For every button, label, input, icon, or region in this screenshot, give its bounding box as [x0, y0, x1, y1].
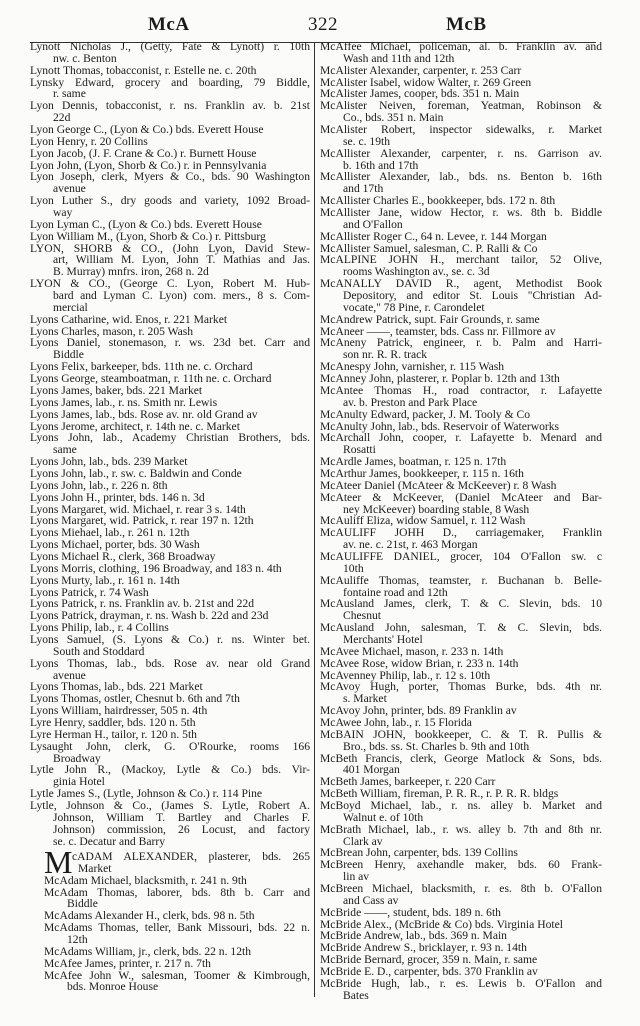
- entry-line: McANALLY DAVID R., agent, Methodist Book: [320, 277, 602, 291]
- entry-line: Lyons Patrick, r. ns. Franklin av. b. 21st and 22d: [30, 597, 255, 611]
- directory-entry: [320, 100, 602, 124]
- entry-line: McAnulty John, lab., bds. Reservoir of Waterworks: [320, 419, 560, 433]
- entry-line: McArchall John, cooper, r. Lafayette b. Menard and: [320, 431, 602, 445]
- entry-line: McAnulty Edward, packer, J. M. Tooly & Co: [320, 407, 531, 421]
- entry-line: McAlister Isabel, widow Walter, r. 269 Green: [320, 75, 532, 89]
- entry-line: McAndrew Patrick, supt. Fair Grounds, r. same: [320, 312, 540, 326]
- entry-line: McAneny Patrick, engineer, r. b. Palm and Harri-: [320, 336, 602, 350]
- entry-line: McAllister Alexander, carpenter, r. ns. Garrison av.: [320, 146, 602, 160]
- directory-entry: [320, 753, 602, 777]
- directory-entry: [320, 337, 602, 361]
- directory-entry: [30, 634, 310, 658]
- directory-entry: [30, 148, 310, 160]
- directory-entry: [320, 278, 602, 314]
- entry-continuation-line: av. ne. c. 21st, r. 463 Morgan: [343, 538, 478, 552]
- entry-line: McAULIFFE DANIEL, grocer, 104 O'Fallon sw. c: [320, 549, 602, 563]
- entry-line: Lyons Thomas, lab., bds. 221 Market: [30, 680, 203, 694]
- directory-entry: [30, 432, 310, 456]
- directory-entry: [30, 314, 310, 326]
- directory-entry: [320, 658, 602, 670]
- directory-entry: [44, 946, 310, 958]
- entry-line: McAvee Rose, widow Brian, r. 233 n. 14th: [320, 656, 519, 670]
- entry-line: Lyons John, lab., bds. 239 Market: [30, 455, 188, 469]
- entry-line: Lyons Murty, lab., r. 161 n. 14th: [30, 573, 180, 587]
- entry-line: Lyons Samuel, (S. Lyons & Co.) r. ns. Winter bet.: [30, 632, 310, 646]
- entry-continuation-line: vocate," 78 Pine, r. Carondelet: [343, 300, 485, 314]
- directory-entry: [30, 729, 310, 741]
- entry-line: Lyons Philip, lab., r. 4 Collins: [30, 621, 169, 635]
- entry-line: McAusland James, clerk, T. & C. Slevin, bds. 10: [320, 597, 602, 611]
- entry-line: Lyons William, hairdresser, 505 n. 4th: [30, 704, 208, 718]
- entry-line: McAuliffe Thomas, teamster, r. Buchanan b. Belle-: [320, 573, 602, 587]
- right-column: [320, 41, 602, 1002]
- directory-entry: [320, 432, 602, 456]
- entry-continuation-line: same: [53, 443, 77, 457]
- entry-line: McAULIFF JOHH D., carriagemaker, Franklin: [320, 526, 602, 540]
- mc-entries: [44, 875, 310, 994]
- entry-line: McBreen Henry, axehandle maker, bds. 60 Frank-: [320, 858, 602, 872]
- entry-continuation-line: and O'Fallon: [343, 217, 403, 231]
- entry-line: McBeth James, barkeeper, r. 220 Carr: [320, 775, 496, 789]
- entry-line: McBeth Francis, clerk, George Matlock & Sons, bds.: [320, 751, 602, 765]
- entry-line: Lyons John, lab., r. 226 n. 8th: [30, 478, 168, 492]
- entry-continuation-line: Biddle: [67, 897, 98, 911]
- entry-continuation-line: fontaine road and 12th: [343, 585, 448, 599]
- entry-continuation-line: Clark av: [343, 834, 383, 848]
- entry-line: McAdam Michael, blacksmith, r. 241 n. 9th: [44, 873, 247, 887]
- directory-entry: [30, 171, 310, 195]
- entry-line: Lyons James, lab., r. ns. Smith nr. Lewis: [30, 395, 218, 409]
- entry-continuation-line: Merchants' Hotel: [343, 632, 423, 646]
- entry-continuation-line: art, William M. Lyon, John T. Mathias and Jas.: [53, 253, 310, 267]
- directory-entry: [320, 622, 602, 646]
- entry-line: Lyons James, lab., bds. Rose av. nr. old Grand av: [30, 407, 258, 421]
- entry-line: Lyon William M., (Lyon, Shorb & Co.) r. Pittsburg: [30, 229, 266, 243]
- entry-continuation-line: bard and Lyman C. Lyon) com. mers., 8 s. Com-: [53, 289, 310, 303]
- entry-continuation-line: bds. Monroe House: [67, 980, 159, 994]
- directory-entry: [320, 492, 602, 516]
- entry-continuation-line: mercial: [53, 300, 88, 314]
- directory-entry: [320, 575, 602, 599]
- directory-entry: [30, 492, 310, 504]
- directory-entry: [320, 207, 602, 231]
- column-divider: [314, 42, 315, 997]
- entry-continuation-line: s. Market: [343, 692, 387, 706]
- entry-line: Lyon Joseph, clerk, Myers & Co., bds. 90 Washington: [30, 170, 310, 184]
- entry-line: McAlister Alexander, carpenter, r. 253 Carr: [320, 63, 522, 77]
- entry-line: Lyons Michael, porter, bds. 30 Wash: [30, 538, 200, 552]
- directory-entry: [320, 314, 602, 326]
- entry-line: Lyons Thomas, lab., bds. Rose av. near old Grand: [30, 656, 310, 670]
- entry-line: cADAM ALEXANDER, plasterer, bds. 265: [72, 850, 310, 863]
- entry-continuation-line: Biddle: [53, 348, 84, 362]
- entry-line: Lyons Patrick, drayman, r. ns. Wash b. 22d and 23d: [30, 609, 269, 623]
- entry-continuation-line: 22d: [53, 111, 71, 125]
- directory-entry: [30, 397, 310, 409]
- entry-continuation-line: Market: [78, 861, 112, 875]
- directory-entry: [320, 41, 602, 65]
- entry-line: Lyons Jerome, architect, r. 14th ne. c. Market: [30, 419, 240, 433]
- directory-entry: [30, 41, 310, 65]
- directory-entry: [320, 598, 602, 622]
- entry-continuation-line: se. c. Decatur and Barry: [53, 834, 166, 848]
- directory-entry: [320, 729, 602, 753]
- directory-entry: [44, 875, 310, 887]
- directory-entry: [44, 958, 310, 970]
- entry-continuation-line: avenue: [53, 668, 86, 682]
- entry-line: LYON & CO., (George C. Lyon, Robert M. Hub-: [30, 277, 310, 291]
- entry-continuation-line: Johnson) commission, 26 Locust, and factory: [53, 822, 310, 836]
- entry-line: McAffee Michael, policeman, al. b. Franklin av. and: [320, 40, 602, 53]
- entry-line: McAllister Charles E., bookkeeper, bds. 172 n. 8th: [320, 194, 556, 208]
- entry-continuation-line: ney McKeever) boarding stable, 8 Wash: [343, 502, 530, 516]
- entry-line: Lyon Dennis, tobacconist, r. ns. Franklin av. b. 21st: [30, 99, 310, 113]
- entry-line: McAvoy John, printer, bds. 89 Franklin av: [320, 704, 517, 718]
- entry-line: Lytle James S., (Lytle, Johnson & Co.) r. 114 Pine: [30, 787, 263, 801]
- drop-cap: M: [44, 844, 73, 880]
- directory-entry: [30, 136, 310, 148]
- entry-continuation-line: Bates: [343, 988, 369, 1002]
- entry-line: McAteer & McKeever, (Daniel McAteer and Bar-: [320, 490, 602, 504]
- entry-line: Lyons Margaret, wid. Michael, r. rear 3 s. 14th: [30, 502, 246, 516]
- directory-entry: [44, 970, 310, 994]
- directory-entry: [30, 385, 310, 397]
- entry-continuation-line: and Cass av: [343, 893, 399, 907]
- directory-entry: [30, 409, 310, 421]
- directory-entry: [30, 337, 310, 361]
- directory-entry: [44, 922, 310, 946]
- entry-line: McBride ——, student, bds. 189 n. 6th: [320, 905, 501, 919]
- entry-line: McAlister Neiven, foreman, Yeatman, Robinson &: [320, 99, 602, 113]
- entry-line: Lyons George, steamboatman, r. 11th ne. c. Orchard: [30, 372, 272, 386]
- directory-entry: [320, 124, 602, 148]
- entry-line: Lyons Thomas, ostler, Chesnut b. 6th and 7th: [30, 692, 240, 706]
- entry-line: Lyons Catharine, wid. Enos, r. 221 Market: [30, 312, 228, 326]
- entry-continuation-line: 401 Morgan: [343, 763, 400, 777]
- entry-line: McAfee James, printer, r. 217 n. 7th: [44, 956, 211, 970]
- entry-line: Lysaught John, clerk, G. O'Rourke, rooms 166: [30, 739, 310, 753]
- entry-continuation-line: b. 16th and 17th: [343, 158, 419, 172]
- entry-line: Lyons James, baker, bds. 221 Market: [30, 383, 203, 397]
- entry-line: McBoyd Michael, lab., r. ns. alley b. Market and: [320, 799, 602, 812]
- entry-line: Lyon George C., (Lyon & Co.) bds. Everett House: [30, 123, 264, 137]
- directory-entry: [44, 887, 310, 911]
- entry-line: McBride Bernard, grocer, 359 n. Main, r. same: [320, 953, 538, 967]
- entry-continuation-line: 10th: [343, 561, 364, 575]
- entry-line: McAteer Daniel (McAteer & McKeever) r. 8 Wash: [320, 478, 557, 492]
- entry-line: McAnney John, plasterer, r. Poplar b. 12th and 13th: [320, 372, 560, 386]
- directory-entry: [320, 681, 602, 705]
- entry-line: Lyre Herman H., tailor, r. 120 n. 5th: [30, 727, 197, 741]
- entry-continuation-line: B. Murray) mnfrs. iron, 268 n. 2d: [53, 265, 209, 279]
- entry-line: McAdam Thomas, laborer, bds. 8th b. Carr and: [44, 885, 310, 899]
- entry-line: McAllister Jane, widow Hector, r. ws. 8th b. Biddle: [320, 206, 602, 220]
- entry-continuation-line: and 17th: [343, 182, 384, 196]
- entry-line: LYON, SHORB & CO., (John Lyon, David Stew-: [30, 241, 310, 255]
- entry-line: McAvee Michael, mason, r. 233 n. 14th: [320, 644, 504, 658]
- entry-continuation-line: 12th: [67, 933, 88, 947]
- entry-line: McArdle James, boatman, r. 125 n. 17th: [320, 455, 507, 469]
- entry-continuation-line: son nr. R. R. track: [343, 348, 428, 362]
- directory-entry: [30, 563, 310, 575]
- entry-line: Lyre Henry, saddler, bds. 120 n. 5th: [30, 715, 196, 729]
- entry-line: McAllister Roger C., 64 n. Levee, r. 144 Morgan: [320, 229, 547, 243]
- directory-entry: [30, 219, 310, 231]
- entry-continuation-line: rooms Washington av., se. c. 3d: [343, 265, 490, 279]
- entry-line: McAlister James, cooper, bds. 351 n. Main: [320, 87, 520, 101]
- entry-line: Lyon John, (Lyon, Shorb & Co.) r. in Pennsylvania: [30, 158, 267, 172]
- directory-entry: [320, 409, 602, 421]
- directory-entry: [320, 978, 602, 1002]
- entry-line: McBride Alex., (McBride & Co) bds. Virginia Hotel: [320, 917, 563, 931]
- entry-line: Lyons Michael R., clerk, 368 Broadway: [30, 549, 216, 563]
- entry-line: McAvoy Hugh, porter, Thomas Burke, bds. 4th nr.: [320, 680, 602, 694]
- entry-continuation-line: Chesnut: [343, 609, 382, 623]
- entry-continuation-line: Co., bds. 351 n. Main: [343, 111, 444, 125]
- entry-line: McAdams William, jr., clerk, bds. 22 n. 12th: [44, 944, 252, 958]
- entry-continuation-line: Johnson, William T. Bartley and Charles F.: [53, 810, 310, 824]
- entry-line: McBreen Michael, blacksmith, r. es. 8th b. O'Fallon: [320, 882, 602, 896]
- entry-line: McALPINE JOHN H., merchant tailor, 52 Olive,: [320, 253, 602, 267]
- entry-continuation-line: nw. c. Benton: [53, 51, 117, 65]
- entry-line: Lyon Jacob, (J. F. Crane & Co.) r. Burnett House: [30, 146, 257, 160]
- directory-entry: [320, 859, 602, 883]
- directory-entry: [30, 77, 310, 101]
- entry-line: Lyons Daniel, stonemason, r. ws. 23d bet. Carr and: [30, 336, 310, 350]
- left-column: [30, 41, 310, 847]
- directory-entry: [30, 480, 310, 492]
- entry-line: Lyons Patrick, r. 74 Wash: [30, 585, 149, 599]
- entry-line: Lyons John H., printer, bds. 146 n. 3d: [30, 490, 205, 504]
- entry-line: McAvenney Philip, lab., r. 12 s. 10th: [320, 668, 491, 682]
- directory-entry: [30, 65, 310, 77]
- right-guide-word: McB: [446, 14, 487, 35]
- entry-line: McAwee John, lab., r. 15 Florida: [320, 715, 472, 729]
- entry-line: Lynott Thomas, tobacconist, r. Estelle ne. c. 20th: [30, 63, 257, 77]
- directory-entry: [320, 527, 602, 551]
- entry-line: McAlister Robert, inspector sidewalks, r. Market: [320, 123, 602, 137]
- directory-entry: [320, 551, 602, 575]
- entry-line: Lynsky Edward, grocery and boarding, 79 Biddle,: [30, 75, 310, 89]
- entry-line: McAllister Samuel, salesman, C. P. Ralli & Co: [320, 241, 538, 255]
- directory-entry: [30, 800, 310, 847]
- directory-entry: [320, 231, 602, 243]
- entry-continuation-line: Bro., bds. ss. St. Charles b. 9th and 10th: [343, 739, 530, 753]
- entry-continuation-line: ginia Hotel: [53, 775, 105, 789]
- entry-line: Lyons Miehael, lab., r. 261 n. 12th: [30, 526, 190, 540]
- entry-line: Lyon Luther S., dry goods and variety, 1092 Broad-: [30, 194, 310, 208]
- entry-line: McBeth William, fireman, P. R. R., r. P. R. R. bldgs: [320, 787, 559, 801]
- entry-continuation-line: r. same: [53, 87, 86, 101]
- entry-line: Lyons Felix, barkeeper, bds. 11th ne. c. Orchard: [30, 360, 253, 374]
- entry-continuation-line: Wash and 11th and 12th: [343, 51, 455, 65]
- entry-continuation-line: Rosatti: [343, 443, 376, 457]
- directory-entry: [320, 800, 602, 824]
- directory-entry: [320, 646, 602, 658]
- entry-line: Lyon Henry, r. 20 Collins: [30, 134, 148, 148]
- entry-line: Lyons John, lab., r. sw. c. Baldwin and Conde: [30, 466, 242, 480]
- directory-entry: [320, 171, 602, 195]
- directory-entry: [30, 278, 310, 314]
- directory-entry: [320, 254, 602, 278]
- entry-line: McBride E. D., carpenter, bds. 370 Franklin av: [320, 965, 538, 979]
- entry-line: Lyons Charles, mason, r. 205 Wash: [30, 324, 194, 338]
- entry-line: McBAIN JOHN, bookkeeper, C. & T. R. Pullis &: [320, 727, 602, 741]
- entry-line: Lyons Morris, clothing, 196 Broadway, and 183 n. 4th: [30, 561, 282, 575]
- entry-line: McAnespy John, varnisher, r. 115 Wash: [320, 360, 505, 374]
- directory-entry: [30, 195, 310, 219]
- entry-line: Lytle, Johnson & Co., (James S. Lytle, Robert A.: [30, 799, 310, 812]
- entry-line: McAdams Alexander H., clerk, bds. 98 n. 5th: [44, 909, 255, 923]
- entry-line: McBrath Michael, lab., r. ws. alley b. 7th and 8th nr.: [320, 822, 602, 836]
- directory-entry: [30, 658, 310, 682]
- entry-line: McAntee Thomas H., road contractor, r. Lafayette: [320, 383, 602, 397]
- directory-entry: [320, 824, 602, 848]
- entry-line: McAfee John W., salesman, Toomer & Kimbrough,: [44, 968, 310, 982]
- entry-line: McBride Andrew S., bricklayer, r. 93 n. 14th: [320, 941, 527, 955]
- directory-entry: [30, 243, 310, 279]
- directory-entry: [320, 148, 602, 172]
- entry-continuation-line: South and Stoddard: [53, 644, 145, 658]
- directory-entry: [30, 231, 310, 243]
- entry-line: McAdams Thomas, teller, Bank Missouri, bds. 22 n.: [44, 921, 310, 935]
- entry-line: McAneer ——, teamster, bds. Cass nr. Fillmore av: [320, 324, 556, 338]
- entry-line: Lyons Margaret, wid. Patrick, r. rear 197 n. 12th: [30, 514, 254, 528]
- directory-entry: [30, 764, 310, 788]
- entry-line: McAllister Alexander, lab., bds. ns. Benton b. 16th: [320, 170, 602, 184]
- entry-continuation-line: av. b. Preston and Park Place: [343, 395, 478, 409]
- entry-continuation-line: avenue: [53, 182, 86, 196]
- entry-line: Lyon Lyman C., (Lyon & Co.) bds. Everett House: [30, 217, 262, 231]
- entry-line: Lytle John R., (Mackoy, Lytle & Co.) bds. Vir-: [30, 763, 310, 777]
- entry-continuation-line: Walnut e. of 10th: [343, 810, 424, 824]
- entry-line: Lynott Nicholas J., (Getty, Fate & Lynott) r. 10th: [30, 40, 310, 53]
- directory-entry: [30, 741, 310, 765]
- mc-section: [44, 844, 310, 994]
- directory-entry: [320, 385, 602, 409]
- entry-line: McBride Andrew, lab., bds. 369 n. Main: [320, 929, 507, 943]
- entry-line: McBride Hugh, lab., r. es. Lewis b. O'Fallon and: [320, 976, 602, 990]
- directory-entry: [320, 65, 602, 77]
- entry-line: McAuliff Eliza, widow Samuel, r. 112 Wash: [320, 514, 526, 528]
- directory-entry: [30, 575, 310, 587]
- entry-continuation-line: way: [53, 206, 73, 220]
- entry-continuation-line: Broadway: [53, 751, 101, 765]
- entry-line: Lyons John, lab., Academy Christian Brothers, bds.: [30, 431, 310, 445]
- directory-entry: [320, 907, 602, 919]
- entry-continuation-line: se. c. 19th: [343, 134, 391, 148]
- left-guide-word: McA: [148, 14, 190, 35]
- directory-entry: [320, 883, 602, 907]
- page-number: 322: [308, 14, 338, 35]
- entry-continuation-line: lin av: [343, 870, 370, 884]
- entry-continuation-line: Depository, and editor St. Louis "Christian Ad-: [343, 289, 602, 303]
- directory-entry: [30, 100, 310, 124]
- entry-line: McAusland John, salesman, T. & C. Slevin, bds.: [320, 621, 602, 635]
- entry-line: McArthur James, bookkeeper, r. 115 n. 16th: [320, 466, 524, 480]
- directory-entry: [320, 480, 602, 492]
- entry-line: McBrean John, carpenter, bds. 139 Collins: [320, 846, 518, 860]
